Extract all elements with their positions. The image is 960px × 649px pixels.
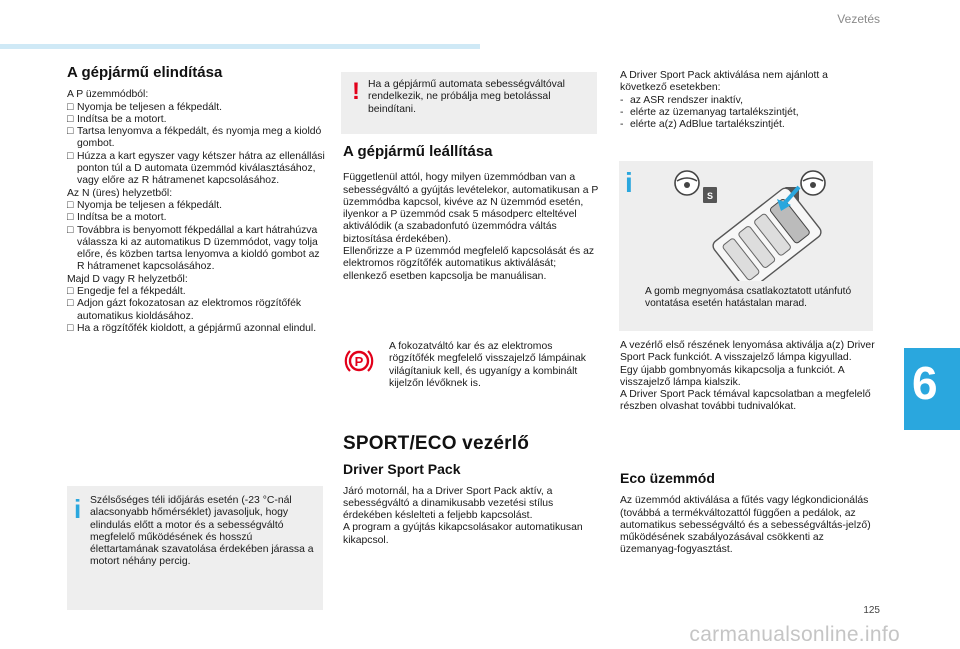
control-illustration bbox=[619, 161, 873, 331]
bullet-marker: □ bbox=[67, 113, 74, 125]
stop-text: Függetlenül attól, hogy milyen üzemmódban van a sebességváltó a gyújtás levételekor, automatikusan a P üzemmódba kapcsol, kivéve az N üzemmód esetén, ilyenkor a P üzemmód csak 5 másodperc elteltével aktiválódik (a szabadonfutó üzemmódra váltás biztosítása érdekében). bbox=[343, 172, 599, 245]
list-item-text: Továbbra is benyomott fékpedállal a kart hátrahúzva válassza ki az automatikus D üzemmódot, vagy tolja előre, és közben tartsa lenyomva a kioldó gombot az R hátramenet kapcsolásához. bbox=[77, 224, 320, 273]
watermark: carmanualsonline.info bbox=[689, 623, 900, 646]
info-icon: i bbox=[625, 167, 633, 198]
svg-text:S: S bbox=[706, 191, 714, 201]
column-stop bbox=[343, 143, 599, 283]
page-number: 125 bbox=[863, 605, 880, 616]
dsp-text-2: A program a gyújtás kikapcsolásakor automatikusan kikapcsol. bbox=[343, 522, 583, 546]
list-item bbox=[67, 286, 325, 298]
dsp-text: Járó motornál, ha a Driver Sport Pack aktív, a sebességváltó a dinamikusabb vezetési stílus érdekében késlelteti a feljebb kapcsolást. bbox=[343, 485, 554, 522]
winter-note-text: Szélsőséges téli időjárás esetén (-23 °C-nál alacsonyabb hőmérséklet) javasoljuk, hogy elindulás előtt a motor és a sebességváltó megfelelő működésének és hosszú élettartamának szavatolása érdekében járassa a motort néhány percig. bbox=[90, 495, 314, 568]
list-item bbox=[67, 114, 325, 126]
list-item-text: Nyomja be teljesen a fékpedált. bbox=[77, 101, 222, 113]
dsp-intro: A Driver Sport Pack aktiválása nem ajánlott a következő esetekben: bbox=[620, 70, 828, 94]
warning-icon: ! bbox=[352, 78, 360, 105]
eco-title: Eco üzemmód bbox=[620, 470, 715, 486]
column-start bbox=[67, 64, 325, 335]
n-list bbox=[67, 200, 325, 274]
column-dsp-use bbox=[620, 340, 876, 414]
list-item bbox=[67, 126, 325, 151]
list-item bbox=[67, 212, 325, 224]
list-item-text: elérte az üzemanyag tartalékszintjét, bbox=[630, 106, 799, 118]
list-item-text: Indítsa be a motort. bbox=[77, 113, 167, 125]
list-item-text: Húzza a kart egyszer vagy kétszer hátra az ellenállási ponton túl a D automata üzemmód kiválasztásához, vagy előre az R hátramenet kapcsolásához. bbox=[77, 150, 325, 187]
dr-list bbox=[67, 286, 325, 335]
list-item-text: az ASR rendszer inaktív, bbox=[630, 94, 743, 106]
sport-title: SPORT/ECO vezérlő bbox=[343, 433, 530, 454]
column-eco bbox=[620, 472, 876, 557]
bullet-marker: □ bbox=[67, 150, 74, 162]
list-item-text: Nyomja be teljesen a fékpedált. bbox=[77, 199, 222, 211]
dsp-deactivation-text: Egy újabb gombnyomás kikapcsolja a funkciót. A visszajelző lámpa kialszik. bbox=[620, 364, 845, 388]
parking-brake-icon bbox=[344, 346, 374, 376]
bullet-marker: □ bbox=[67, 322, 74, 334]
list-item bbox=[620, 119, 876, 131]
bullet-marker: □ bbox=[67, 101, 74, 113]
column-sport bbox=[343, 433, 599, 547]
image-caption: A gomb megnyomása csatlakoztatott utánfutó vontatása esetén hatástalan marad. bbox=[645, 286, 852, 310]
list-item-text: Adjon gázt fokozatosan az elektromos rögzítőfék automatikus kioldásához. bbox=[77, 298, 302, 322]
p-intro: A P üzemmódból: bbox=[67, 89, 149, 101]
eco-text: Az üzemmód aktiválása a fűtés vagy légkondicionálás (továbbá a termékváltozattól függően a pedálok, az automatikus sebességváltó és a sebességváltás-jelző) működésének szabályozásával csökkenti az üzemanyag-fogyasztást. bbox=[620, 495, 871, 556]
stop-text-2: Ellenőrizze a P üzemmód megfelelő kapcsolását és az elektromos rögzítőfék automatikus aktiválását; ellenkező esetben kapcsolja be manuálisan. bbox=[343, 246, 595, 282]
warning-note-text: Ha a gépjármű automata sebességváltóval rendelkezik, ne próbálja meg betolással beindítani. bbox=[368, 79, 565, 115]
warning-note bbox=[341, 72, 597, 134]
list-item bbox=[620, 95, 876, 107]
dr-intro: Majd D vagy R helyzetből: bbox=[67, 273, 188, 285]
bullet-marker: □ bbox=[67, 126, 74, 138]
info-icon: i bbox=[74, 494, 82, 524]
n-intro: Az N (üres) helyzetből: bbox=[67, 187, 173, 199]
dsp-activation-text: A vezérlő első részének lenyomása aktiválja a(z) Driver Sport Pack funkciót. A visszajelző lámpa kigyullad. bbox=[620, 340, 875, 364]
p-list bbox=[67, 102, 325, 188]
svg-text:P: P bbox=[354, 354, 364, 369]
dsp-exclusion-list bbox=[620, 95, 876, 132]
dsp-reference-text: A Driver Sport Pack témával kapcsolatban a megfelelő részben olvashat további tudnivalókat. bbox=[620, 389, 871, 413]
list-item bbox=[67, 298, 325, 323]
list-item-text: Ha a rögzítőfék kioldott, a gépjármű azonnal elindul. bbox=[77, 322, 317, 334]
list-item-text: Tartsa lenyomva a fékpedált, és nyomja meg a kioldó gombot. bbox=[77, 126, 322, 150]
dsp-title: Driver Sport Pack bbox=[343, 461, 461, 478]
list-item bbox=[67, 323, 325, 335]
header-bar bbox=[0, 44, 480, 49]
bullet-marker: □ bbox=[67, 212, 74, 224]
sport-eco-control-icon bbox=[619, 161, 873, 281]
bullet-marker: □ bbox=[67, 199, 74, 211]
chapter-number: 6 bbox=[912, 357, 938, 409]
bullet-marker: - bbox=[620, 106, 624, 118]
p-lamp-text: A fokozatváltó kar és az elektromos rögzítőfék megfelelő visszajelző lámpáinak világítaniuk kell, és ugyanígy a kombinált kijelzőn lévőknek is. bbox=[389, 341, 586, 389]
bullet-marker: □ bbox=[67, 286, 74, 298]
stop-title: A gépjármű leállítása bbox=[343, 143, 493, 160]
list-item bbox=[67, 151, 325, 188]
start-title: A gépjármű elindítása bbox=[67, 64, 223, 81]
winter-note bbox=[67, 486, 323, 610]
section-title: Vezetés bbox=[837, 12, 880, 26]
list-item bbox=[67, 102, 325, 114]
column-dsp-info bbox=[620, 70, 876, 131]
bullet-marker: - bbox=[620, 94, 624, 106]
list-item bbox=[620, 107, 876, 119]
list-item-text: Indítsa be a motort. bbox=[77, 212, 167, 224]
chapter-tab bbox=[904, 348, 960, 430]
bullet-marker: □ bbox=[67, 224, 74, 236]
list-item bbox=[67, 200, 325, 212]
list-item-text: elérte a(z) AdBlue tartalékszintjét. bbox=[630, 119, 785, 131]
bullet-marker: □ bbox=[67, 298, 74, 310]
list-item bbox=[67, 225, 325, 274]
list-item-text: Engedje fel a fékpedált. bbox=[77, 286, 186, 298]
bullet-marker: - bbox=[620, 119, 624, 131]
